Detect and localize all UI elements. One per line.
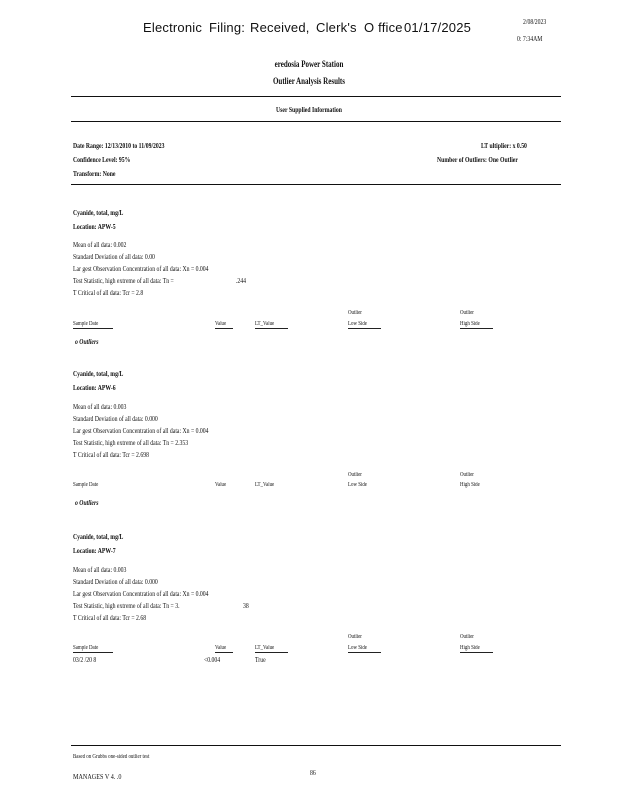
test-statistic-tail: 38 <box>243 602 249 610</box>
col-outlier-high: Outlier <box>460 472 474 478</box>
location: Location: APW-5 <box>73 223 116 231</box>
mean: Mean of all data: 0.003 <box>73 566 127 574</box>
underline <box>348 328 381 329</box>
t-critical: T Critical of all data: Tcr = 2.8 <box>73 289 144 297</box>
col-outlier-low: Outlier <box>348 634 362 640</box>
std-dev: Standard Deviation of all data: 0.00 <box>73 253 155 261</box>
col-low-side: Low Side <box>348 321 368 327</box>
filing-clerks: Clerk's <box>316 20 357 35</box>
col-value: Value <box>215 482 227 488</box>
col-outlier-low: Outlier <box>348 310 362 316</box>
mean: Mean of all data: 0.002 <box>73 241 127 249</box>
underline <box>215 328 233 329</box>
location: Location: APW-7 <box>73 547 116 555</box>
analyte: Cyanide, total, mg/L <box>73 370 124 378</box>
filing-electronic: Electronic <box>143 20 203 35</box>
col-lt-value: LT_Value <box>255 482 275 488</box>
underline <box>460 328 493 329</box>
largest-observation: Lar gest Observation Concentration of all data: Xn = 0.004 <box>73 427 209 435</box>
underline <box>348 652 381 653</box>
analyte: Cyanide, total, mg/L <box>73 533 124 541</box>
print-time: 0: 7:34AM <box>517 35 543 43</box>
row-value: <0.004 <box>204 656 221 664</box>
col-sample-date: Sample Date <box>73 645 99 651</box>
col-value: Value <box>215 645 227 651</box>
underline <box>73 328 113 329</box>
col-lt-value: LT_Value <box>255 321 275 327</box>
facility-title: eredosia Power Station <box>274 59 344 69</box>
test-statistic: Test Statistic, high extreme of all data: Tn = 3. <box>73 602 180 610</box>
confidence-level: Confidence Level: 95% <box>73 156 131 164</box>
t-critical: T Critical of all data: Tcr = 2.698 <box>73 451 149 459</box>
transform: Transform: None <box>73 170 116 178</box>
col-value: Value <box>215 321 227 327</box>
footer-note: Based on Grubbs one-sided outlier test <box>73 754 150 760</box>
col-outlier-high: Outlier <box>460 634 474 640</box>
col-high-side: High Side <box>460 645 480 651</box>
test-statistic: Test Statistic, high extreme of all data: Tn = <box>73 277 174 285</box>
footer-divider <box>71 745 561 746</box>
test-statistic-tail: .244 <box>236 277 247 285</box>
print-date: 2/08/2023 <box>523 18 547 26</box>
std-dev: Standard Deviation of all data: 0.000 <box>73 415 158 423</box>
divider <box>71 121 561 122</box>
underline <box>73 652 113 653</box>
underline <box>215 652 233 653</box>
no-outliers: o Outliers <box>75 338 99 346</box>
no-outliers: o Outliers <box>75 499 99 507</box>
largest-observation: Lar gest Observation Concentration of all data: Xn = 0.004 <box>73 590 209 598</box>
row-sample-date: 03/2 /20 8 <box>73 656 97 664</box>
largest-observation: Lar gest Observation Concentration of all data: Xn = 0.004 <box>73 265 209 273</box>
col-low-side: Low Side <box>348 645 368 651</box>
col-sample-date: Sample Date <box>73 482 99 488</box>
std-dev: Standard Deviation of all data: 0.000 <box>73 578 158 586</box>
underline <box>460 652 493 653</box>
col-high-side: High Side <box>460 321 480 327</box>
lt-multiplier: LT ultiplier: x 0.50 <box>481 142 527 150</box>
report-title: Outlier Analysis Results <box>272 76 346 86</box>
divider <box>71 96 561 97</box>
mean: Mean of all data: 0.003 <box>73 403 127 411</box>
col-lt-value: LT_Value <box>255 645 275 651</box>
user-info-heading: User Supplied Information <box>276 106 342 114</box>
analyte: Cyanide, total, mg/L <box>73 209 124 217</box>
t-critical: T Critical of all data: Tcr = 2.68 <box>73 614 147 622</box>
underline <box>255 328 288 329</box>
date-range: Date Range: 12/13/2010 to 11/09/2023 <box>73 142 165 150</box>
page-number: 86 <box>310 769 316 777</box>
software-version: MANAGES V 4. .0 <box>73 772 122 781</box>
row-lt-value: True <box>255 656 266 664</box>
location: Location: APW-6 <box>73 384 116 392</box>
filing-received: Received, <box>250 20 310 35</box>
test-statistic: Test Statistic, high extreme of all data: Tn = 2.353 <box>73 439 189 447</box>
filing-date: 01/17/2025 <box>404 20 472 35</box>
divider <box>71 184 561 185</box>
col-low-side: Low Side <box>348 482 368 488</box>
col-outlier-high: Outlier <box>460 310 474 316</box>
col-high-side: High Side <box>460 482 480 488</box>
underline <box>255 652 288 653</box>
col-sample-date: Sample Date <box>73 321 99 327</box>
number-of-outliers: Number of Outliers: One Outlier <box>437 156 518 164</box>
filing-label: Filing: <box>209 20 246 35</box>
filing-office: O ffice <box>364 20 403 35</box>
col-outlier-low: Outlier <box>348 472 362 478</box>
